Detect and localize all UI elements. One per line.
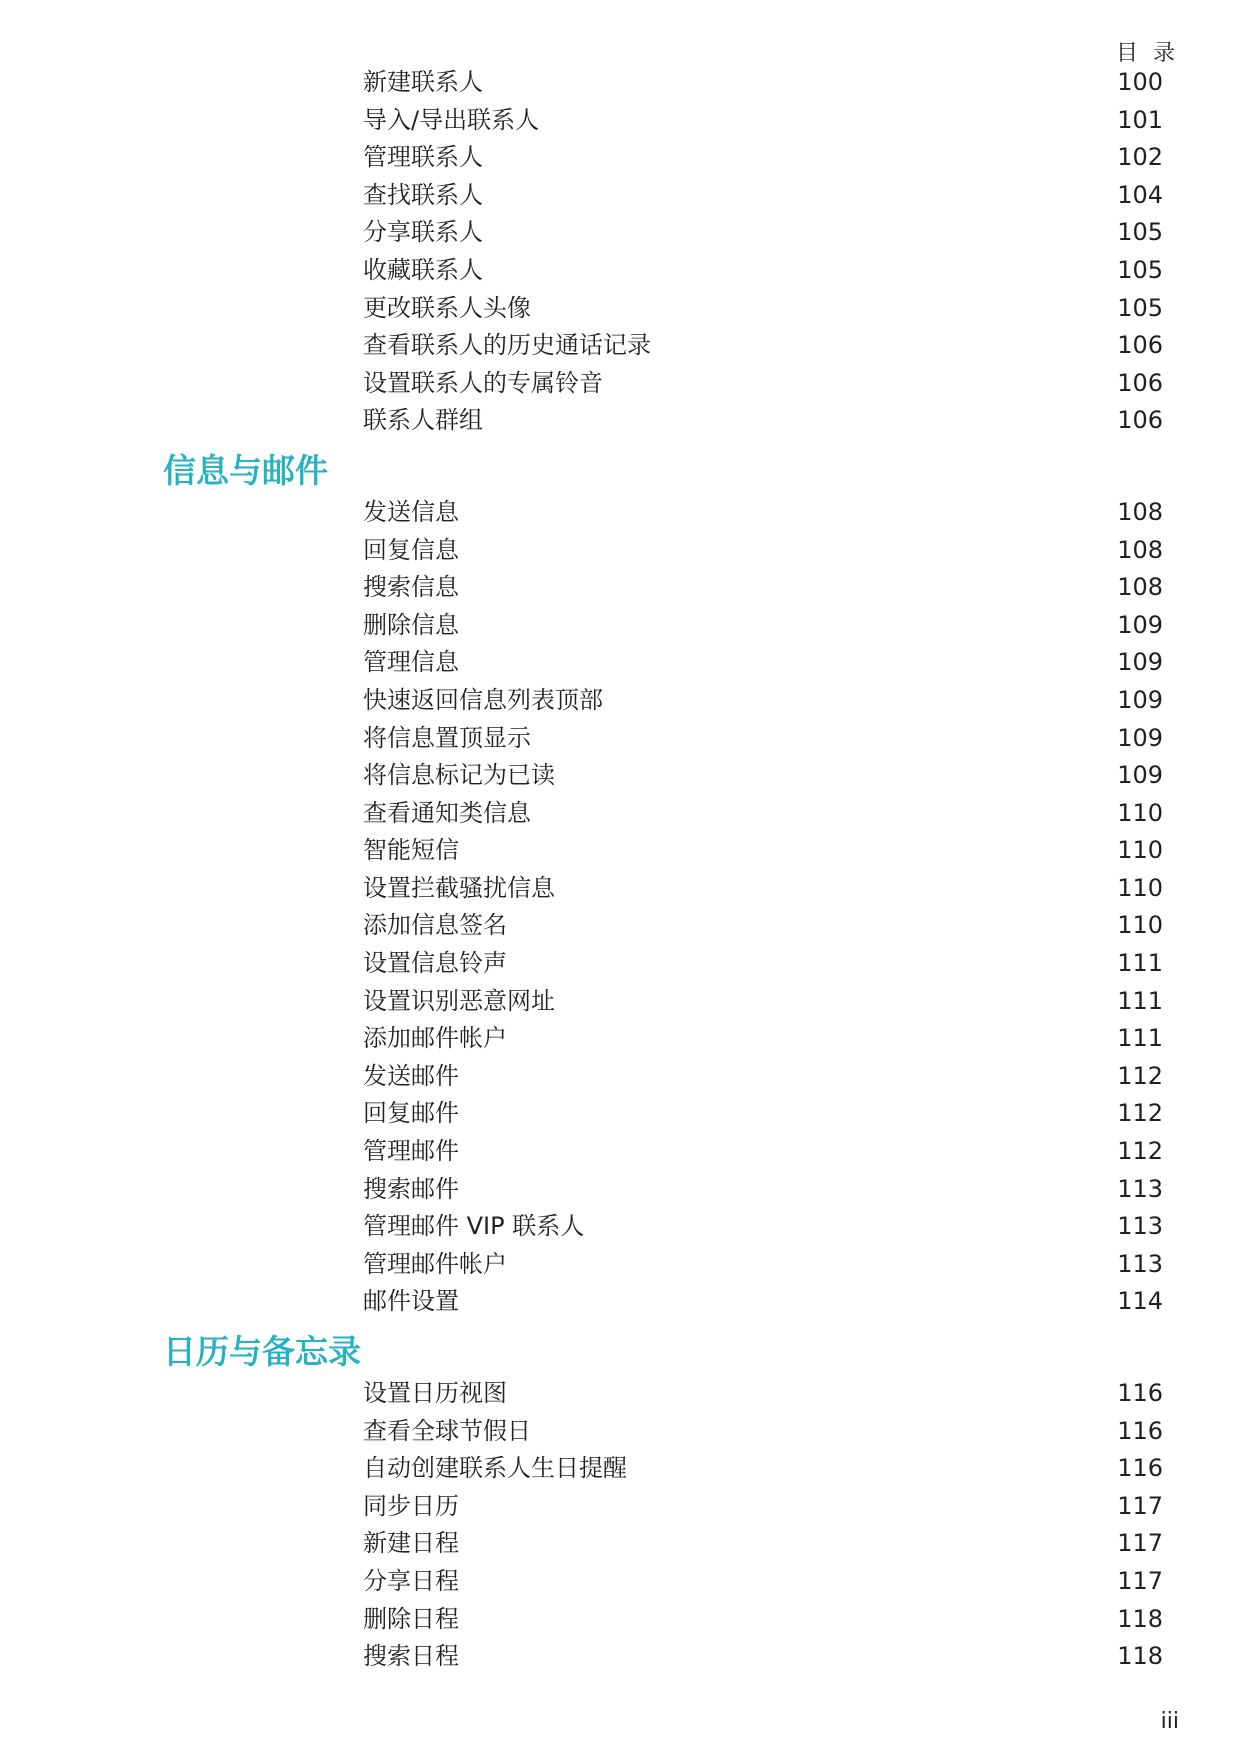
toc-entry-page[interactable]: 111 [1117, 949, 1163, 978]
toc-entry-page[interactable]: 112 [1117, 1099, 1163, 1128]
toc-entry[interactable] [0, 1246, 1241, 1284]
toc-entry[interactable] [0, 177, 1241, 215]
toc-entry-title[interactable]: 设置信息铃声 [363, 949, 507, 978]
toc-entry-page[interactable]: 118 [1117, 1642, 1163, 1671]
table-of-contents [0, 64, 1241, 1676]
toc-entry-page[interactable]: 109 [1117, 761, 1163, 790]
toc-entry-title[interactable]: 搜索日程 [363, 1642, 459, 1671]
toc-entry-title[interactable]: 搜索信息 [363, 573, 459, 602]
toc-entry-page[interactable]: 113 [1117, 1212, 1163, 1241]
toc-entry-title[interactable]: 将信息置顶显示 [363, 723, 531, 752]
toc-entry[interactable] [0, 1283, 1241, 1321]
toc-entry-page[interactable]: 105 [1117, 218, 1163, 247]
toc-entry[interactable] [0, 569, 1241, 607]
toc-entry-title[interactable]: 管理联系人 [363, 143, 483, 172]
toc-entry-page[interactable]: 113 [1117, 1249, 1163, 1278]
section-title[interactable]: 信息与邮件 [163, 450, 328, 490]
toc-entry[interactable] [0, 1450, 1241, 1488]
toc-entry[interactable] [0, 983, 1241, 1021]
toc-entry-title[interactable]: 删除信息 [363, 610, 459, 639]
toc-entry-page[interactable]: 111 [1117, 1024, 1163, 1053]
toc-entry-title[interactable]: 发送邮件 [363, 1061, 459, 1090]
toc-entry-page[interactable]: 109 [1117, 685, 1163, 714]
toc-entry[interactable] [0, 1375, 1241, 1413]
toc-entry-title[interactable]: 搜索邮件 [363, 1174, 459, 1203]
toc-entry-title[interactable]: 回复信息 [363, 535, 459, 564]
toc-entry-page[interactable]: 117 [1117, 1491, 1163, 1520]
toc-entry-page[interactable]: 111 [1117, 986, 1163, 1015]
toc-entry[interactable] [0, 214, 1241, 252]
toc-entry-page[interactable]: 114 [1117, 1287, 1163, 1316]
toc-entry[interactable] [0, 1413, 1241, 1451]
toc-entry-title[interactable]: 回复邮件 [363, 1099, 459, 1128]
toc-entry-title[interactable]: 收藏联系人 [363, 255, 483, 284]
section-heading [0, 1323, 1241, 1373]
toc-entry-page[interactable]: 109 [1117, 648, 1163, 677]
toc-entry[interactable] [0, 64, 1241, 102]
toc-entry[interactable] [0, 365, 1241, 403]
toc-entry[interactable] [0, 1601, 1241, 1639]
toc-entry[interactable] [0, 102, 1241, 140]
toc-entry-title[interactable]: 管理邮件 VIP 联系人 [363, 1212, 585, 1241]
toc-entry[interactable] [0, 907, 1241, 945]
toc-entry[interactable] [0, 402, 1241, 440]
toc-entry[interactable] [0, 607, 1241, 645]
toc-entry[interactable] [0, 1563, 1241, 1601]
section-heading [0, 442, 1241, 492]
toc-entry[interactable] [0, 720, 1241, 758]
toc-entry[interactable] [0, 1133, 1241, 1171]
toc-entry-title[interactable]: 查看通知类信息 [363, 798, 531, 827]
toc-entry[interactable] [0, 252, 1241, 290]
toc-entry-title[interactable]: 发送信息 [363, 497, 459, 526]
toc-entry[interactable] [0, 494, 1241, 532]
toc-entry-page[interactable]: 108 [1117, 573, 1163, 602]
toc-entry-page[interactable]: 100 [1117, 68, 1163, 96]
toc-entry-page[interactable]: 106 [1117, 331, 1163, 360]
toc-entry-title[interactable]: 查看全球节假日 [363, 1416, 531, 1445]
toc-entry-page[interactable]: 108 [1117, 497, 1163, 526]
toc-entry-title[interactable]: 邮件设置 [363, 1287, 459, 1316]
toc-entry-title[interactable]: 分享联系人 [363, 218, 483, 247]
toc-entry-title[interactable]: 添加邮件帐户 [363, 1024, 507, 1053]
toc-entry-title[interactable]: 设置日历视图 [363, 1379, 507, 1407]
toc-entry-page[interactable]: 117 [1117, 1566, 1163, 1595]
toc-entry-page[interactable]: 110 [1117, 911, 1163, 940]
toc-entry[interactable] [0, 1058, 1241, 1096]
toc-entry[interactable] [0, 327, 1241, 365]
toc-entry-title[interactable]: 自动创建联系人生日提醒 [363, 1454, 627, 1483]
toc-entry-page[interactable]: 117 [1117, 1529, 1163, 1558]
toc-entry-title[interactable]: 设置拦截骚扰信息 [363, 873, 555, 902]
toc-entry-title[interactable]: 快速返回信息列表顶部 [363, 685, 603, 714]
toc-entry-page[interactable]: 106 [1117, 368, 1163, 397]
toc-entry-title[interactable]: 联系人群组 [363, 406, 483, 435]
toc-entry-page[interactable]: 101 [1117, 105, 1163, 134]
toc-entry-page[interactable]: 105 [1117, 255, 1163, 284]
toc-entry-page[interactable]: 112 [1117, 1137, 1163, 1166]
toc-entry[interactable] [0, 795, 1241, 833]
toc-entry-page[interactable]: 109 [1117, 723, 1163, 752]
toc-header: 目 录 [1116, 41, 1179, 66]
toc-entry-page[interactable]: 102 [1117, 143, 1163, 172]
toc-entry-title[interactable]: 查找联系人 [363, 180, 483, 209]
toc-entry-title[interactable]: 管理邮件 [363, 1137, 459, 1166]
toc-entry[interactable] [0, 682, 1241, 720]
toc-entry-page[interactable]: 109 [1117, 610, 1163, 639]
toc-entry-title[interactable]: 管理邮件帐户 [363, 1249, 507, 1278]
toc-entry-page[interactable]: 106 [1117, 406, 1163, 435]
toc-entry-page[interactable]: 118 [1117, 1604, 1163, 1633]
toc-entry-page[interactable]: 108 [1117, 535, 1163, 564]
toc-entry[interactable] [0, 1020, 1241, 1058]
toc-entry[interactable] [0, 1095, 1241, 1133]
toc-entry-title[interactable]: 同步日历 [363, 1491, 459, 1520]
toc-entry[interactable] [0, 832, 1241, 870]
toc-entry-title[interactable]: 分享日程 [363, 1566, 459, 1595]
toc-entry[interactable] [0, 757, 1241, 795]
toc-entry-title[interactable]: 查看联系人的历史通话记录 [363, 331, 651, 360]
toc-entry[interactable] [0, 644, 1241, 682]
toc-entry-page[interactable]: 110 [1117, 836, 1163, 865]
toc-entry[interactable] [0, 1208, 1241, 1246]
toc-entry-page[interactable]: 116 [1117, 1379, 1163, 1407]
toc-entry-page[interactable]: 110 [1117, 873, 1163, 902]
toc-entry[interactable] [0, 870, 1241, 908]
section-title[interactable]: 日历与备忘录 [163, 1332, 361, 1371]
toc-entry-title[interactable]: 新建联系人 [363, 68, 483, 96]
toc-entry[interactable] [0, 1638, 1241, 1676]
toc-entry-title[interactable]: 管理信息 [363, 648, 459, 677]
toc-entry[interactable] [0, 1488, 1241, 1526]
toc-entry-page[interactable]: 113 [1117, 1174, 1163, 1203]
toc-entry-title[interactable]: 智能短信 [363, 836, 459, 865]
toc-entry-page[interactable]: 110 [1117, 798, 1163, 827]
toc-entry-title[interactable]: 新建日程 [363, 1529, 459, 1558]
toc-entry[interactable] [0, 290, 1241, 328]
page-number: iii [1160, 1709, 1179, 1734]
toc-entry-page[interactable]: 112 [1117, 1061, 1163, 1090]
toc-entry-page[interactable]: 116 [1117, 1454, 1163, 1483]
toc-entry-title[interactable]: 删除日程 [363, 1604, 459, 1633]
toc-entry-title[interactable]: 设置识别恶意网址 [363, 986, 555, 1015]
toc-entry-page[interactable]: 116 [1117, 1416, 1163, 1445]
toc-entry[interactable] [0, 945, 1241, 983]
toc-entry-title[interactable]: 将信息标记为已读 [363, 761, 555, 790]
toc-entry-title[interactable]: 导入/导出联系人 [363, 105, 540, 134]
toc-entry-page[interactable]: 105 [1117, 293, 1163, 322]
toc-entry-page[interactable]: 104 [1117, 180, 1163, 209]
toc-entry[interactable] [0, 532, 1241, 570]
toc-entry[interactable] [0, 139, 1241, 177]
toc-entry-title[interactable]: 设置联系人的专属铃音 [363, 368, 603, 397]
toc-entry[interactable] [0, 1525, 1241, 1563]
toc-entry[interactable] [0, 1171, 1241, 1209]
toc-entry-title[interactable]: 添加信息签名 [363, 911, 507, 940]
toc-entry-title[interactable]: 更改联系人头像 [363, 293, 531, 322]
